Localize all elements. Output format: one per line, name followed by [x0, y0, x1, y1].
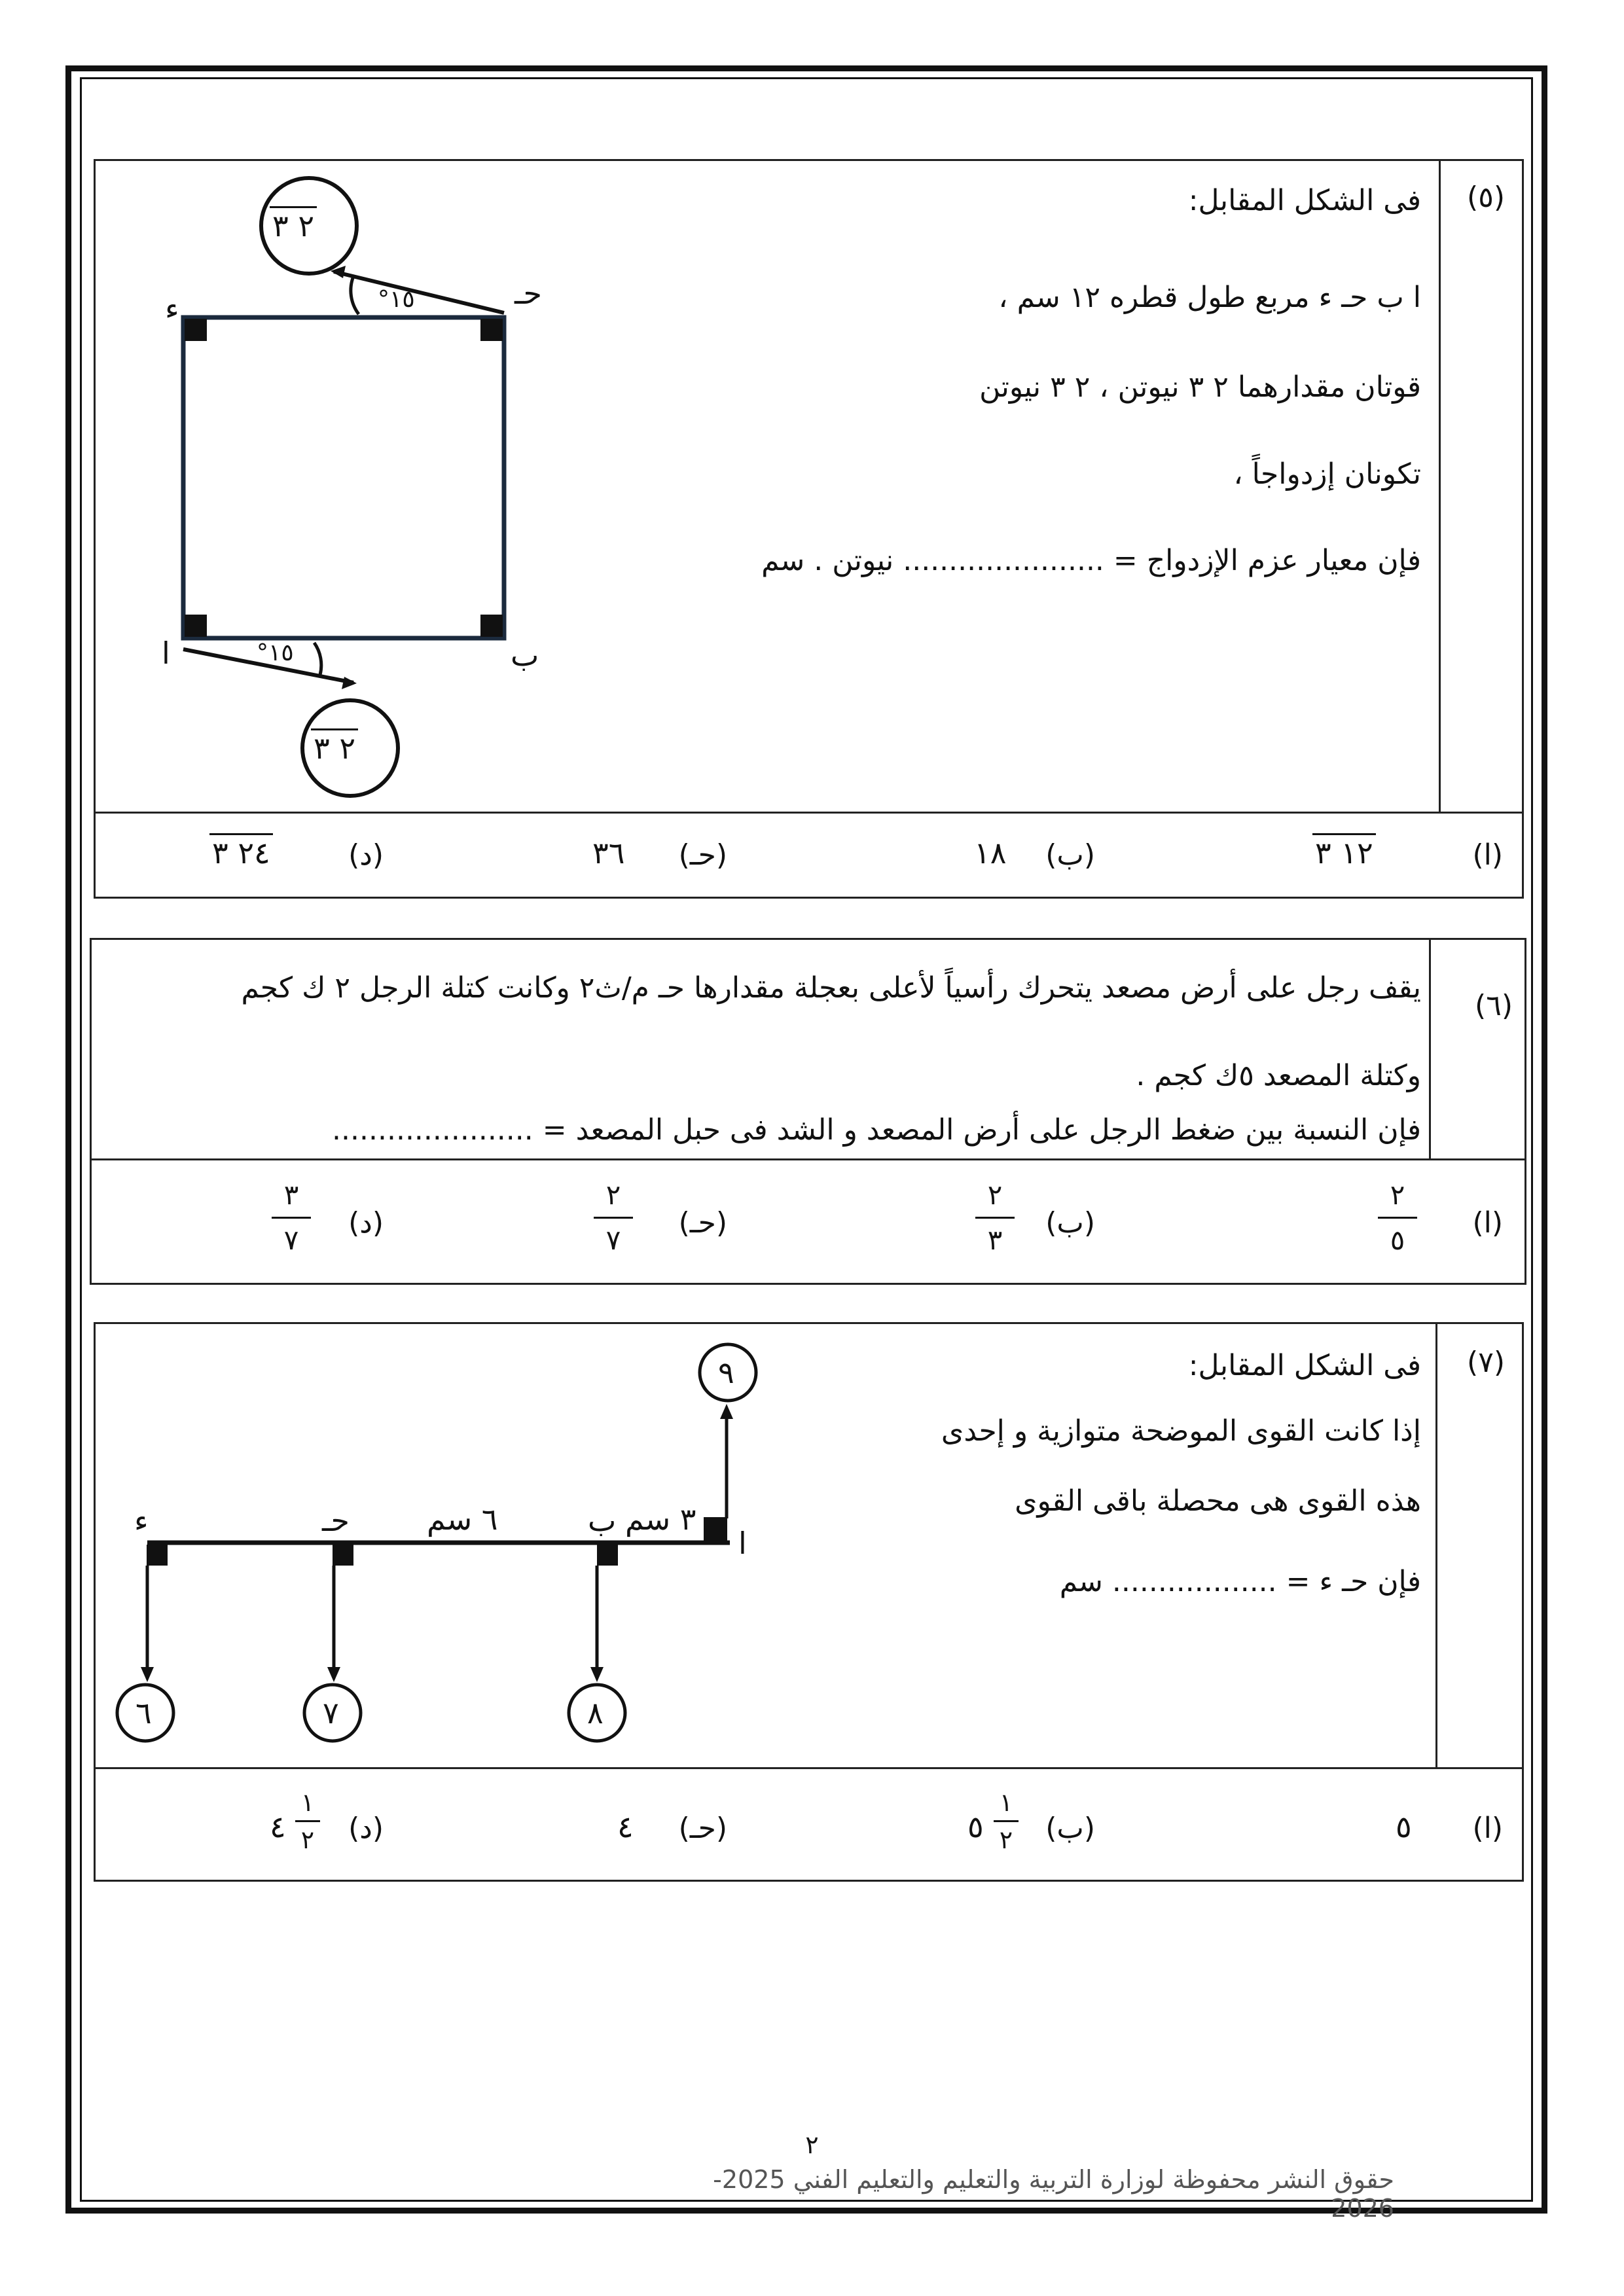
q7-point-d: ء — [134, 1503, 149, 1538]
page-number: ٢ — [805, 2130, 819, 2159]
q7-force-d-value: ٦ — [135, 1695, 152, 1731]
q6-choice-d-label[interactable]: (د) — [348, 1206, 384, 1240]
q6-choice-b-numerator: ٢ — [987, 1179, 1003, 1211]
q7-force-up-value: ٩ — [718, 1355, 734, 1390]
q7-choice-d-fraction — [291, 1790, 324, 1852]
q7-choice-b-denominator: ٢ — [999, 1825, 1013, 1854]
q7-line-3: هذه القوى هى محصلة باقى القوى — [1015, 1484, 1421, 1518]
q5-angle-top: ١٥° — [378, 286, 415, 313]
q7-choice-b-label[interactable]: (ب) — [1045, 1812, 1095, 1845]
q7-choice-b-whole: ٥ — [967, 1809, 984, 1844]
q7-choice-b-fraction — [990, 1790, 1022, 1852]
q5-line-4: تكونان إزدواجاً ، — [1233, 457, 1421, 491]
q5-choice-b-label[interactable]: (ب) — [1045, 838, 1095, 872]
q6-choice-a-numerator: ٢ — [1390, 1179, 1405, 1211]
q7-force-b-value: ٨ — [587, 1695, 604, 1731]
q7-line-1: فى الشكل المقابل: — [1188, 1349, 1421, 1382]
q7-choice-a-value: ٥ — [1396, 1809, 1412, 1844]
q7-choice-d-whole: ٤ — [270, 1809, 286, 1844]
q5-choice-c-label[interactable]: (حـ) — [678, 838, 727, 872]
q5-vertex-a: ا — [162, 636, 170, 671]
q5-choice-b-value: ١٨ — [974, 835, 1007, 870]
q6-choice-a-label[interactable]: (ا) — [1472, 1206, 1503, 1240]
q7-choice-b-numerator: ١ — [999, 1788, 1013, 1817]
q7-choice-d-label[interactable]: (د) — [348, 1812, 384, 1845]
q5-choice-c-value: ٣٦ — [592, 835, 625, 870]
q7-point-a: ا — [738, 1526, 747, 1561]
q5-vertex-c: حـ — [514, 276, 542, 311]
q6-choice-a-denominator: ٥ — [1390, 1224, 1405, 1256]
q7-number: (٧) — [1467, 1346, 1505, 1379]
q5-choice-d-label[interactable]: (د) — [348, 838, 384, 872]
q6-choice-c-denominator: ٧ — [605, 1224, 621, 1256]
q6-number: (٦) — [1475, 989, 1513, 1022]
q7-point-b: ب — [588, 1503, 617, 1538]
q5-line-5: فإن معيار عزم الإزدواج = ...................... نيوتن . سم — [761, 544, 1421, 577]
q6-choice-b-denominator: ٣ — [987, 1224, 1003, 1256]
q5-line-3: قوتان مقدارهما ٢ ٣ نيوتن ، ٢ ٣ نيوتن — [979, 370, 1421, 404]
q5-vertex-b: ب — [511, 637, 539, 673]
q7-line-2: إذا كانت القوى الموضحة متوازية و إحدى — [941, 1414, 1421, 1448]
q5-choice-a-label[interactable]: (ا) — [1472, 838, 1503, 872]
q7-choice-c-value: ٤ — [617, 1809, 634, 1844]
q7-choice-d-numerator: ١ — [300, 1788, 315, 1817]
q5-vertex-d: ء — [165, 291, 179, 326]
q5-line-2: ا ب حـ ء مربع طول قطره ١٢ سم ، — [998, 281, 1421, 314]
copyright-notice: حقوق النشر محفوظة لوزارة التربية والتعليم والتعليم الفني 2025-2026 — [713, 2165, 1394, 2223]
q7-line-4: فإن حـ ء = .................. سم — [1059, 1565, 1421, 1598]
q7-force-c-value: ٧ — [323, 1695, 339, 1731]
q5-choice-a-value: ١٢ ٣ — [1312, 838, 1376, 868]
q6-line-3: فإن النسبة بين ضغط الرجل على أرض المصعد و الشد فى حبل المصعد = ...................... — [332, 1113, 1421, 1147]
q5-choice-d-value: ٢٤ ٣ — [209, 838, 273, 868]
q6-choice-c-label[interactable]: (حـ) — [678, 1206, 727, 1240]
q7-point-c: حـ — [322, 1503, 350, 1538]
q6-choice-b-label[interactable]: (ب) — [1045, 1206, 1095, 1240]
q7-distance-ab: ٣ سم — [625, 1501, 696, 1537]
q6-choice-d-numerator: ٣ — [283, 1179, 299, 1211]
q5-line-1: فى الشكل المقابل: — [1188, 184, 1421, 217]
q7-distance-bc: ٦ سم — [427, 1501, 498, 1537]
q7-choice-c-label[interactable]: (حـ) — [678, 1812, 727, 1845]
q6-choice-c-numerator: ٢ — [605, 1179, 621, 1211]
q7-choice-a-label[interactable]: (ا) — [1472, 1812, 1503, 1845]
q5-force-top-label: ٢ ٣ — [270, 211, 317, 241]
q5-force-bottom-label: ٢ ٣ — [311, 733, 358, 763]
q6-line-1: يقف رجل على أرض مصعد يتحرك رأسياً لأعلى بعجلة مقدارها حـ م/ث٢ وكانت كتلة الرجل ٢ ك كجم — [241, 971, 1421, 1005]
q5-number: (٥) — [1467, 181, 1505, 214]
q7-choice-d-denominator: ٢ — [300, 1825, 315, 1854]
q5-angle-bottom: ١٥° — [257, 639, 294, 666]
q6-choice-d-denominator: ٧ — [283, 1224, 299, 1256]
q6-line-2: وكتلة المصعد ٥ك كجم . — [1136, 1059, 1421, 1092]
